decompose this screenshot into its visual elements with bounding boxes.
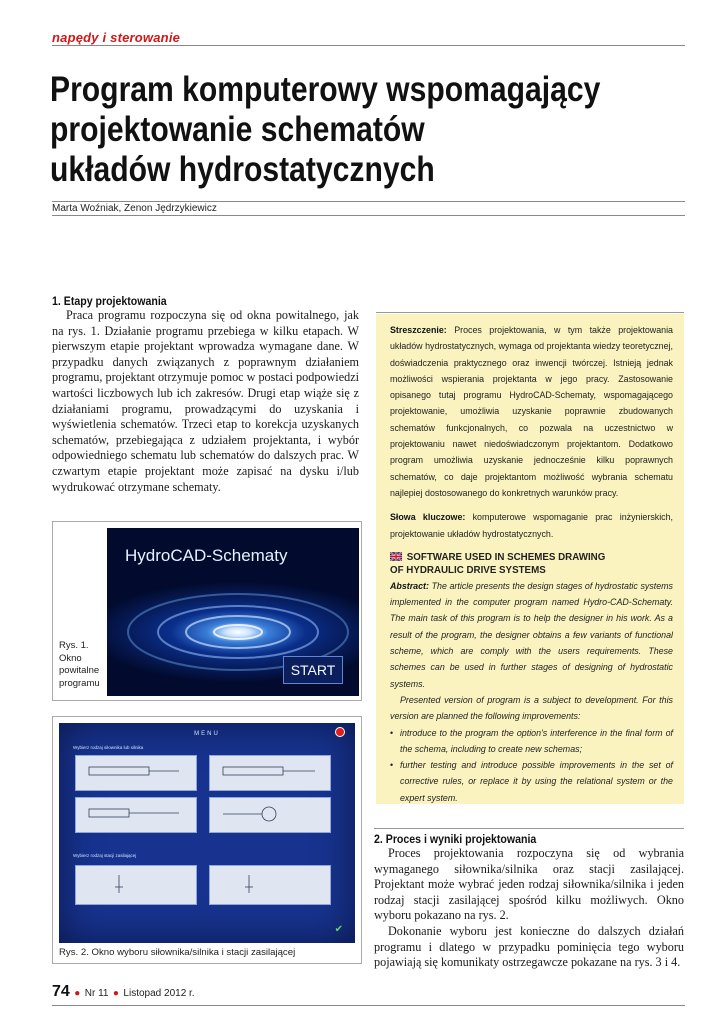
start-button[interactable]: START — [283, 656, 343, 684]
app-title: HydroCAD-Schematy — [125, 546, 288, 565]
author-rule-bottom — [52, 215, 685, 216]
uk-flag-icon — [390, 552, 402, 561]
actuator-option[interactable] — [209, 797, 331, 833]
improvements-list — [390, 725, 673, 806]
english-heading-line1: SOFTWARE USED IN SCHEMES DRAWING — [406, 550, 606, 563]
footer-rule — [52, 1005, 685, 1006]
abstract-en — [390, 578, 673, 806]
section2-rule — [374, 828, 684, 829]
title-line: projektowanie schematów — [50, 110, 425, 149]
title-line: układów hydrostatycznych — [50, 150, 435, 189]
abstract-pl — [390, 322, 673, 501]
keywords — [390, 509, 673, 542]
abstract-pl-label: Streszczenie: — [390, 325, 447, 335]
keywords-label: Słowa kluczowe: — [390, 512, 466, 523]
section2-para1: Proces projektowania rozpoczyna się od wybrania wymaganego siłownika/silnika oraz stacji zasilającej. Projektant może wybrać jeden rodzaj siłownika/silnika i jeden rodzaj stacji zasilającej spośród kilku możliwych. Okno wyboru pokazano na rys. 2. — [374, 846, 684, 923]
section2-para2: Dokonanie wyboru jest konieczne do dalszych działań programu i dlatego w przypadku pominięcia tego wyboru pojawiają się komunikaty ostrzegawcze pokazane na rys. 3 i 4. — [374, 923, 684, 970]
issue-date: Listopad 2012 r. — [123, 988, 195, 999]
english-heading-line2: OF HYDRAULIC DRIVE SYSTEMS — [390, 564, 546, 577]
actuator-option[interactable] — [75, 797, 197, 833]
power-station-option[interactable] — [209, 865, 331, 905]
bullet-separator: ● — [112, 988, 119, 999]
page-number: 74 — [52, 983, 70, 1000]
english-heading — [390, 551, 653, 578]
selection-screenshot — [59, 723, 355, 943]
authors: Marta Woźniak, Zenon Jędrzykiewicz — [52, 203, 217, 214]
section-label: napędy i sterowanie — [52, 30, 181, 45]
section1-heading: 1. Etapy projektowania — [52, 296, 167, 308]
header-rule — [52, 45, 685, 46]
actuator-option[interactable] — [75, 755, 197, 791]
actuator-label: Wybierz rodzaj siłownika lub silnika — [73, 745, 144, 750]
keywords-text: komputerowe wspomaganie prac inżynierskich, projektowanie układów hydrostatycznych. — [390, 512, 674, 539]
figure-2 — [52, 716, 362, 964]
section2 — [374, 834, 684, 971]
list-item: • introduce to the program the option's interference in the final form of the schema, including to create new schemas; — [390, 725, 673, 758]
issue-number: Nr 11 — [84, 988, 109, 999]
close-icon[interactable] — [335, 727, 345, 737]
power-station-label: Wybierz rodzaj stacji zasilającej — [73, 853, 137, 858]
title-line: Program komputerowy wspomagający — [50, 70, 601, 109]
figure-1-caption: Rys. 1. Okno powitalne programu — [59, 640, 100, 689]
list-item: • further testing and introduce possible improvements in the set of corrective rules, or replace it by using the relational system or the expert system. — [390, 757, 673, 806]
author-rule-top — [52, 201, 685, 202]
power-station-option[interactable] — [75, 865, 197, 905]
abstract-rule — [376, 312, 684, 313]
abstract-en-para2: Presented version of program is a subject to development. For this version are planned the following improvements: — [390, 694, 673, 722]
bullet-separator: ● — [74, 988, 81, 999]
confirm-check-icon[interactable]: ✔ — [334, 924, 343, 935]
figure-1 — [52, 521, 362, 701]
footer — [52, 983, 195, 1001]
abstract-en-text: The article presents the design stages of hydrostatic systems implemented in the computer program named Hydro-CAD-Schematy. The main task of this program is to help the designer in his work. As a result of the program, the designer obtains a few variants of functional scheme, which are comply with the users requirements. These schemes can be used in further stages of designing of hydrostatic systems. — [390, 580, 673, 689]
menu-title: MENU — [194, 731, 220, 737]
abstract-pl-text: Proces projektowania, w tym także projektowania układów hydrostatycznych, wymaga od projektanta wiedzy teoretycznej, doświadczenia praktycznego oraz inwencji twórczej. Istnieją jednak możliwości wspierania projektanta w jego pracy. Zastosowanie opisanego tutaj programu HydroCAD-Schematy, wspomagającego projektowanie, umożliwia uzyskanie poprawnie zbudowanych schematów funkcjonalnych, co pozwala na uczestnictwo w projektowaniu nawet niedoświadczonym projektantom. Dodatkowo program umożliwia uzyskanie jednocześnie kilku poprawnych schematów, co daje projektantom możliwość wybrania schematu najlepiej dostosowanego do konkretnych warunków pracy. — [390, 325, 673, 498]
section1-body: Praca programu rozpoczyna się od okna powitalnego, jak na rys. 1. Działanie programu przebiega w kilku etapach. W pierwszym etapie projektant wprowadza wymagane dane. W przypadku danych związanych z poprawnym działaniem programu, projektant otrzymuje pomoc w postaci podpowiedzi wartości liczbowych lub ich zakresów. Drugi etap wiąże się z działaniami programu, prowadzącymi do uzyskania i wyświetlenia schematów. Trzeci etap to korekcja uzyskanych schematów, przebiegająca z udziałem projektanta, i wybór odpowiedniego schematu lub schematów do dalszych prac. W czwartym etapie projektant może zapisać na dysku i/lub wydrukować otrzymane schematy. — [52, 308, 359, 494]
article-title — [50, 70, 600, 190]
abstract-content — [390, 322, 673, 806]
abstract-en-label: Abstract: — [390, 580, 429, 591]
actuator-option[interactable] — [209, 755, 331, 791]
section2-heading: 2. Proces i wyniki projektowania — [374, 834, 537, 846]
welcome-screenshot — [107, 528, 359, 696]
section1 — [52, 296, 359, 495]
figure-2-caption: Rys. 2. Okno wyboru siłownika/silnika i stacji zasilającej — [59, 947, 296, 958]
